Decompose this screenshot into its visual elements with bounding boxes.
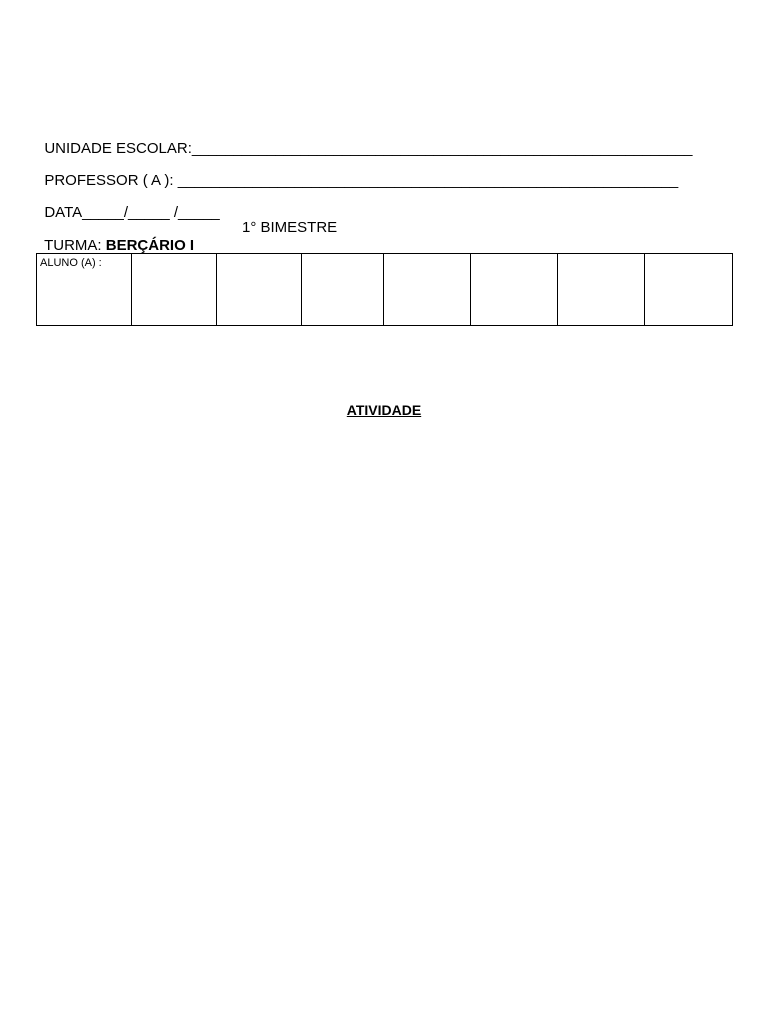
data-line: [36, 186, 220, 222]
aluno-cell-5: [471, 254, 558, 326]
aluno-cell-1: [132, 254, 217, 326]
aluno-cell-6: [558, 254, 645, 326]
aluno-row: [37, 254, 733, 326]
professor-text: PROFESSOR ( A ): ____________________________________________________________: [44, 172, 679, 189]
unidade-escolar-line: [36, 122, 692, 158]
aluno-cell-4: [384, 254, 471, 326]
aluno-cell-7: [645, 254, 733, 326]
unidade-escolar-text: UNIDADE ESCOLAR:____________________________________________________________: [44, 140, 693, 157]
data-text: DATA_____/_____ /_____: [44, 204, 220, 221]
professor-line: [36, 154, 678, 190]
aluno-table: [36, 253, 733, 326]
aluno-cell-2: [217, 254, 302, 326]
bimestre-text: 1° BIMESTRE: [242, 219, 338, 236]
aluno-label: ALUNO (A) :: [40, 257, 102, 269]
turma-label: TURMA:: [44, 237, 106, 254]
atividade-title: ATIVIDADE: [346, 402, 422, 418]
aluno-cell-3: [302, 254, 384, 326]
aluno-label-cell: [37, 254, 132, 326]
turma-value: BERÇÁRIO I: [105, 237, 195, 254]
